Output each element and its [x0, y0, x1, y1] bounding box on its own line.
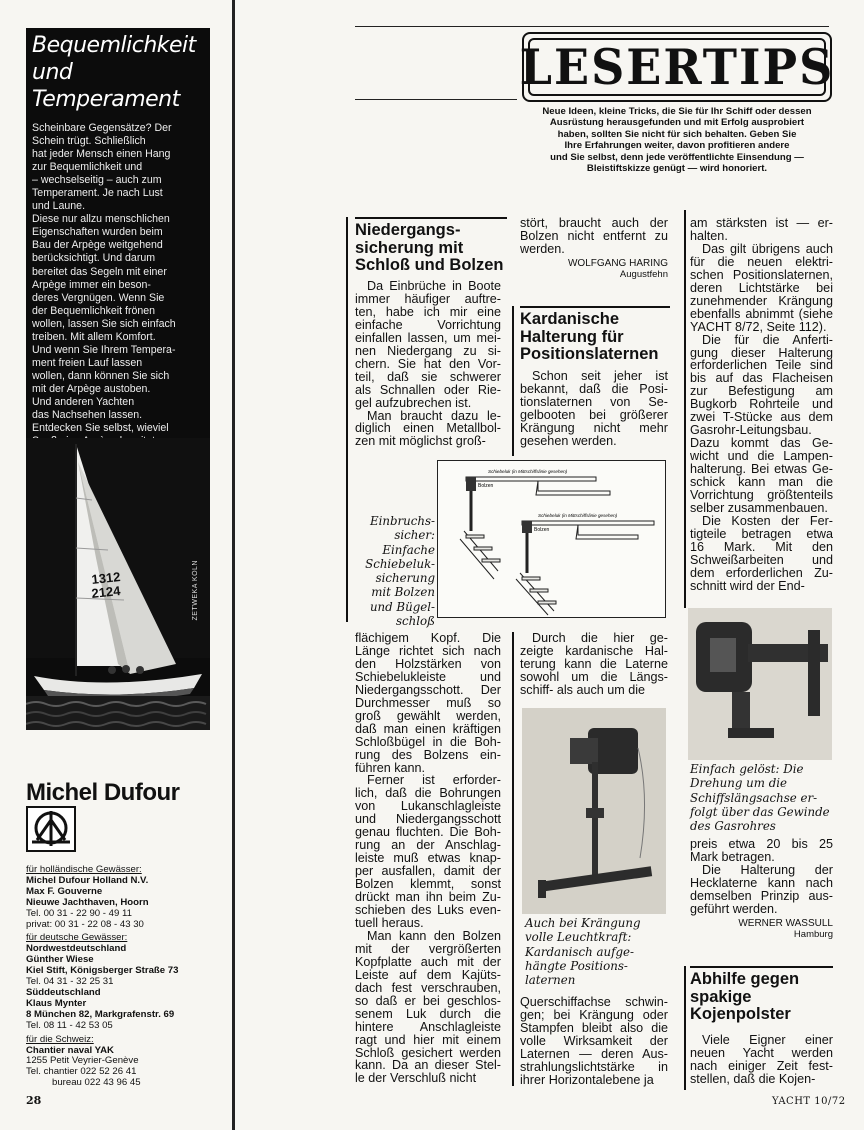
ad-body-line: Temperament. Je nach Lust — [32, 187, 163, 200]
body-line: Die Kosten der Fer- — [702, 513, 833, 528]
caption-line: laternen — [525, 973, 576, 988]
intro-line: haben, sollten Sie nicht für sich behalten. Geben Sie — [557, 128, 797, 140]
caption-line: schloß — [395, 614, 435, 629]
body-line: mit der vergrößerten — [355, 941, 501, 956]
column-divider — [232, 0, 235, 1130]
ad-body-line: Scheinbare Gegensätze? Der — [32, 122, 172, 134]
article-rule — [512, 632, 514, 1086]
ad-body-line: berücksichtigt. Und darum — [32, 252, 156, 265]
caption-line: sicherung — [375, 571, 435, 586]
body-line: als Schnallen oder Rie- — [355, 382, 501, 397]
ad-body-line: – wechselseitig – auch zum — [32, 174, 162, 187]
body-line: Kopfplatte auch mit der — [355, 954, 501, 969]
article-signature — [520, 258, 668, 280]
body-line: werden. — [520, 241, 565, 256]
body-line: zunehmender Krängung — [690, 293, 833, 308]
sailboat-photo — [26, 438, 210, 730]
body-line: dem erforderlichen Zu- — [690, 565, 833, 580]
body-line: rung an der Anschlag- — [355, 838, 501, 853]
article-headline — [690, 971, 833, 1024]
body-line: Stampfen bleibt also die — [520, 1020, 668, 1035]
body-line: Man braucht dazu le- — [367, 408, 501, 423]
headline-line: Abhilfe gegen — [690, 970, 800, 988]
header-rule — [355, 26, 829, 27]
ad-body — [32, 122, 210, 448]
body-line: lich, daß die Bohrungen — [355, 786, 501, 801]
body-line: Schweißarbeiten und — [690, 552, 833, 567]
caption-line: Einfache — [382, 542, 435, 557]
article-headline-box — [690, 966, 833, 1024]
dealer-line: Tel. 08 11 - 42 53 05 — [26, 1019, 113, 1031]
ad-body-line: wollen, lassen Sie sich einfach — [32, 317, 176, 330]
headline-line: Schloß und Bolzen — [355, 256, 504, 274]
photo-credit: ZETWEKA KÖLN — [192, 560, 199, 621]
body-line: bis auf das Flacheisen — [690, 371, 833, 386]
body-line: 16 Mark. Mit den — [690, 539, 833, 554]
ad-body-line: Bau der Arpège weitgehend — [32, 239, 163, 252]
dealer-line: Süddeutschland — [26, 986, 101, 998]
intro-line: Ausrüstung herausgefunden und mit Erfolg ausprobiert — [549, 117, 805, 129]
body-line: einfallen lassen, um mei- — [355, 330, 501, 345]
body-line: Viele Eigner einer — [702, 1033, 833, 1047]
ad-body-line: deres Vergnügen. Wenn Sie — [32, 291, 165, 304]
dealer-line: Nordwestdeutschland — [26, 943, 127, 955]
dealer-region-heading: für deutsche Gewässer: — [26, 932, 128, 944]
article-column — [690, 838, 833, 916]
ad-headline-line: Temperament — [32, 87, 180, 112]
sail-number-bottom: 2124 — [90, 583, 122, 601]
body-line: am stärksten ist — er- — [690, 216, 833, 230]
ad-body-line: bereitet das Segeln mit einer — [32, 265, 167, 278]
body-line: Länge richtet sich nach — [355, 643, 501, 658]
photo-caption — [525, 916, 669, 987]
body-line: selber zusammenbauen. — [690, 500, 828, 515]
caption-line: sicher: — [394, 528, 435, 543]
dealer-line: Michel Dufour Holland N.V. — [26, 874, 149, 886]
ad-body-line: Diese nur allzu menschlichen — [32, 213, 170, 226]
caption-line: Schiffslängsachse er- — [690, 790, 818, 805]
dealer-region-heading: für holländische Gewässer: — [26, 864, 142, 875]
magazine-footer: YACHT 10/72 — [772, 1096, 846, 1107]
dealer-line: Tel. 00 31 - 22 90 - 49 11 — [26, 907, 132, 919]
dealer-region-heading: für die Schweiz: — [26, 1033, 94, 1045]
body-line: ragt und hier mit einem — [355, 1032, 501, 1047]
ad-body-line: Und wenn Sie Ihrem Tempera- — [32, 343, 176, 356]
intro-line: Neue Ideen, kleine Tricks, die Sie für Ihr Schiff oder dessen — [542, 106, 812, 117]
dealer-line: Nieuwe Jachthaven, Hoorn — [26, 896, 149, 908]
author-place: Hamburg — [793, 929, 833, 940]
body-line: geführt werden. — [690, 901, 778, 916]
page-number: 28 — [26, 1094, 42, 1107]
ad-body-line: und Laune. — [32, 200, 86, 213]
body-line: drückt man ihn beim Zu- — [355, 890, 501, 905]
section-logo — [519, 32, 835, 102]
body-line: Schiebelukleiste und — [355, 669, 501, 684]
ad-body-line: Schein trügt. Schließlich — [32, 135, 146, 148]
body-line: Dazu kommt das Ge- — [690, 436, 833, 451]
caption-line: Einbruchs- — [369, 514, 435, 528]
body-line: dach fest verschrauben, — [355, 980, 501, 995]
article-headline — [355, 222, 507, 275]
body-line: für die neuen elektri- — [690, 254, 833, 269]
caption-line: mit Bolzen — [371, 585, 435, 600]
body-line: halterung. Bei etwas Ge- — [690, 462, 833, 477]
caption-line: Drehung um die — [690, 776, 788, 791]
body-line: Die für die Anferti- — [702, 332, 833, 347]
body-line: Bolzen klemmt, sonst — [355, 877, 501, 892]
article-headline-box — [520, 306, 670, 364]
body-line: zeigte kardanische Hal- — [520, 643, 668, 658]
body-line: senem Luk durch die — [355, 1006, 501, 1021]
diagram-caption — [345, 514, 435, 628]
body-line: Laternen — deren Aus- — [520, 1046, 668, 1061]
ad-headline-line: Bequemlichkeit — [32, 33, 196, 58]
body-line: tionslaternen von Se- — [520, 394, 668, 409]
body-line: flächigem Kopf. Die — [355, 631, 501, 645]
dealer-line: Kiel Stift, Königsberger Straße 73 — [26, 965, 179, 977]
body-line: Die Halterung der — [702, 862, 833, 877]
body-line: deren Lichtstärke bei — [690, 280, 833, 295]
body-line: sowohl um die Längs- — [520, 669, 668, 684]
body-line: Schloßbügel in die Boh- — [355, 734, 501, 749]
article-rule — [684, 966, 686, 1090]
body-line: erforderlichen Teile sind — [690, 358, 833, 373]
caption-line: volle Leuchtkraft: — [525, 930, 632, 945]
caption-line: Auch bei Krängung — [525, 916, 641, 930]
ad-body-line: treiben. Mit allem Komfort. — [32, 330, 156, 343]
body-line: tigteile betragen etwa — [690, 526, 833, 541]
body-line: Niedergangsschott. Der — [355, 682, 501, 697]
sail-number-top: 1312 — [90, 569, 122, 587]
body-line: bekannt, daß die Posi- — [520, 381, 668, 396]
article-column — [690, 1034, 833, 1086]
section-logo-inner — [519, 38, 835, 96]
gimbal-detail-photo — [688, 608, 832, 760]
body-line: Mark betragen. — [690, 849, 775, 864]
dealer-line: Tel. chantier 022 52 26 41 — [26, 1066, 137, 1078]
body-line: und Niedergangsschott — [355, 812, 501, 827]
body-line: den Holzstärken von — [355, 656, 501, 671]
article-rule — [512, 306, 514, 456]
article-headline — [520, 311, 670, 364]
body-line: tuell heraus. — [355, 915, 424, 930]
body-line: preis etwa 20 bis 25 — [690, 837, 833, 851]
dealer-list — [26, 862, 236, 1089]
ad-body-line: mit der Arpège austoben. — [32, 382, 151, 395]
body-line: Da Einbrüche in Boote — [367, 279, 501, 293]
article-column — [690, 217, 833, 593]
body-line: Ferner ist erforder- — [367, 773, 501, 788]
article-column — [520, 996, 668, 1087]
photo-caption — [690, 762, 834, 833]
intro-line: Bleistiftskizze genügt — wird honoriert. — [586, 163, 768, 175]
body-line: Vorrichtung größtenteils — [690, 488, 833, 503]
diagram-label: Schiebeluk (in Mittschiffslinie gesehen) — [488, 469, 568, 474]
body-line: Das gilt übrigens auch — [702, 241, 833, 256]
body-line: gelbooten bei größerer — [520, 407, 668, 422]
body-line: groß gewählt werden, — [355, 708, 501, 723]
ad-headline-line: und — [32, 60, 73, 85]
ad-body-line: wollen, dann können Sie sich — [32, 369, 170, 382]
ad-body-line: Arpège immer ein beson- — [32, 278, 151, 291]
body-line: zen mit möglichst groß- — [355, 434, 486, 449]
body-line: YACHT 8/72, Seite 112). — [690, 319, 827, 334]
body-line: Schloß gesichert werden — [355, 1045, 501, 1060]
article-column — [520, 632, 668, 697]
headline-line: sicherung mit — [355, 238, 464, 257]
ad-headline — [32, 32, 208, 113]
body-line: schnitt wird der End- — [690, 578, 805, 593]
body-line: Leiste auf dem Kajüts- — [355, 967, 501, 982]
author-place: Augustfehn — [619, 269, 668, 280]
headline-line: Kojenpolster — [690, 1005, 791, 1023]
headline-line: Kardanische — [520, 310, 620, 328]
article-rule — [684, 210, 686, 608]
article-column — [520, 370, 668, 448]
ad-body-line: das Nachsehen lassen. — [32, 409, 143, 422]
body-line: schick kann man die — [690, 475, 833, 490]
caption-line: und Bügel- — [369, 599, 435, 614]
body-line: genau fluchten. Die Boh- — [355, 825, 501, 840]
ad-panel — [26, 28, 210, 730]
body-line: gel aufzubrechen ist. — [355, 395, 472, 410]
body-line: chern. Sie hat den Vor- — [355, 356, 501, 371]
body-line: kann. Da an dieser Stel- — [355, 1058, 501, 1073]
body-line: le der Verschluß nicht — [355, 1071, 477, 1086]
section-logo-text: LESERTIPS — [519, 38, 835, 96]
body-line: Durchmesser muß so — [355, 695, 501, 710]
headline-line: spakige — [690, 987, 752, 1006]
dealer-line: bureau 022 43 96 45 — [52, 1077, 141, 1089]
body-line: Hecklaterne kann nach — [690, 875, 833, 890]
body-line: teil, daß sie schwerer — [355, 369, 501, 384]
dealer-line: Tel. 04 31 - 32 25 31 — [26, 976, 114, 988]
ad-body-line: zur Bequemlichkeit und — [32, 161, 143, 174]
body-line: per ausfallen, damit der — [355, 864, 501, 879]
caption-line: Einfach gelöst: Die — [690, 762, 804, 776]
section-intro — [522, 106, 832, 174]
dealer-line: privat: 00 31 - 22 08 - 43 30 — [26, 918, 144, 930]
body-line: stellen, daß die Kojen- — [690, 1071, 816, 1086]
dealer-line: Max F. Gouverne — [26, 885, 103, 897]
body-line: volle Wirksamkeit der — [520, 1033, 668, 1048]
body-line: schen Positionslaternen, — [690, 267, 833, 282]
body-line: neuen Yacht werden — [690, 1045, 833, 1060]
dealer-line: Günther Wiese — [26, 954, 94, 966]
body-line: rung des Bolzens ein- — [355, 747, 501, 762]
article-column — [355, 280, 501, 448]
intro-line: und Sie selbst, denn jede veröffentlichte Einsendung — — [550, 151, 804, 163]
body-line: diglich einen Metallbol- — [355, 421, 501, 436]
article-signature — [690, 918, 833, 940]
caption-line: hängte Positions- — [525, 958, 628, 973]
header-rule — [355, 99, 517, 100]
headline-line: Niedergangs- — [355, 221, 461, 239]
body-line: Krängung nicht mehr — [520, 420, 668, 435]
body-line: halten. — [690, 228, 728, 243]
dealer-line: 1255 Petit Veyrier-Genève — [26, 1055, 139, 1067]
body-line: gesehen werden. — [520, 433, 617, 448]
body-line: ihrer Horizontalebene ja — [520, 1072, 654, 1087]
body-line: Man kann den Bolzen — [367, 928, 501, 943]
body-line: demselben Prinzip aus- — [690, 888, 833, 903]
body-line: von Lukanschlagleiste — [355, 799, 501, 814]
body-line: nach einiger Zeit fest- — [690, 1058, 833, 1073]
body-line: schieben des Luks even- — [355, 903, 501, 918]
body-line: Querschiffachse schwin- — [520, 995, 668, 1009]
dufour-logo-icon — [26, 806, 76, 852]
article-headline-box — [355, 217, 507, 275]
body-line: zur Befestigung am — [690, 384, 833, 399]
body-line: immer häufiger auftre- — [355, 291, 501, 306]
body-line: Schon seit jeher ist — [532, 369, 668, 383]
headline-line: Positionslaternen — [520, 345, 659, 363]
body-line: wicht und die Lampen- — [690, 449, 833, 464]
body-line: zwei T-Stücke aus dem — [690, 410, 833, 425]
body-line: hintere Anschlagleiste — [355, 1019, 501, 1034]
ad-body-line: Und anderen Yachten — [32, 395, 135, 408]
ad-body-line: der Bequemlichkeit frönen — [32, 304, 156, 317]
ad-body-line: Entdecken Sie selbst, wieviel — [32, 422, 169, 435]
body-line: gen; bei Krängung oder — [520, 1007, 668, 1022]
lantern-mount-photo — [522, 708, 666, 914]
author-name: WOLFGANG HARING — [567, 258, 668, 269]
body-line: stört, braucht auch der — [520, 216, 668, 230]
body-line: daß man einen kräftigen — [355, 721, 501, 736]
dealer-line: 8 München 82, Markgrafenstr. 69 — [26, 1008, 175, 1020]
dealer-line: Chantier naval YAK — [26, 1044, 114, 1056]
body-line: Bugkorb Rohrteile und — [690, 397, 833, 412]
brand-name: Michel Dufour — [26, 779, 180, 806]
article-column — [355, 632, 501, 1085]
ad-body-line: ment freien Lauf lassen — [32, 356, 143, 369]
dealer-line: Klaus Mynter — [26, 997, 87, 1009]
body-line: schiff- als auch um die — [520, 682, 646, 697]
article-column — [520, 217, 668, 256]
diagram-label: Bolzen — [478, 483, 494, 489]
body-line: leiste muß etwas knap- — [355, 851, 501, 866]
body-line: führen kann. — [355, 760, 426, 775]
body-line: nen Niedergang zu si- — [355, 343, 501, 358]
caption-line: Schiebeluk- — [365, 556, 435, 571]
body-line: ebenfalls abnimmt (siehe — [690, 306, 833, 321]
body-line: terung kann die Laterne — [520, 656, 668, 671]
body-line: Durch die hier ge- — [532, 631, 668, 645]
author-name: WERNER WASSULL — [738, 918, 833, 929]
diagram-label: Schiebeluk (in Mittschiffslinie gesehen) — [538, 513, 618, 518]
intro-line: Ihre Erfahrungen weiter, davon profitieren andere — [564, 140, 790, 152]
body-line: gung dieser Halterung — [690, 345, 833, 360]
caption-line: folgt über das Gewinde — [690, 804, 830, 819]
body-line: einfache Vorrichtung — [355, 317, 501, 332]
headline-line: Halterung für — [520, 327, 624, 346]
caption-line: Kardanisch aufge- — [525, 944, 634, 959]
body-line: Bolzen nicht entfernt zu — [520, 228, 668, 243]
body-line: ten, habe ich mir eine — [355, 304, 501, 319]
caption-line: des Gasrohres — [690, 819, 776, 834]
ad-body-line: hat jeder Mensch einen Hang — [32, 148, 171, 161]
body-line: strahlungslichtstärke in — [520, 1059, 668, 1074]
hatch-lock-diagram — [437, 460, 666, 618]
body-line: Gasrohr-Leitungsbau. — [690, 423, 812, 438]
body-line: so daß er bei geschlos- — [355, 993, 501, 1008]
diagram-label: Bolzen — [534, 527, 550, 533]
ad-body-line: Eigenschaften wurden beim — [32, 226, 163, 239]
